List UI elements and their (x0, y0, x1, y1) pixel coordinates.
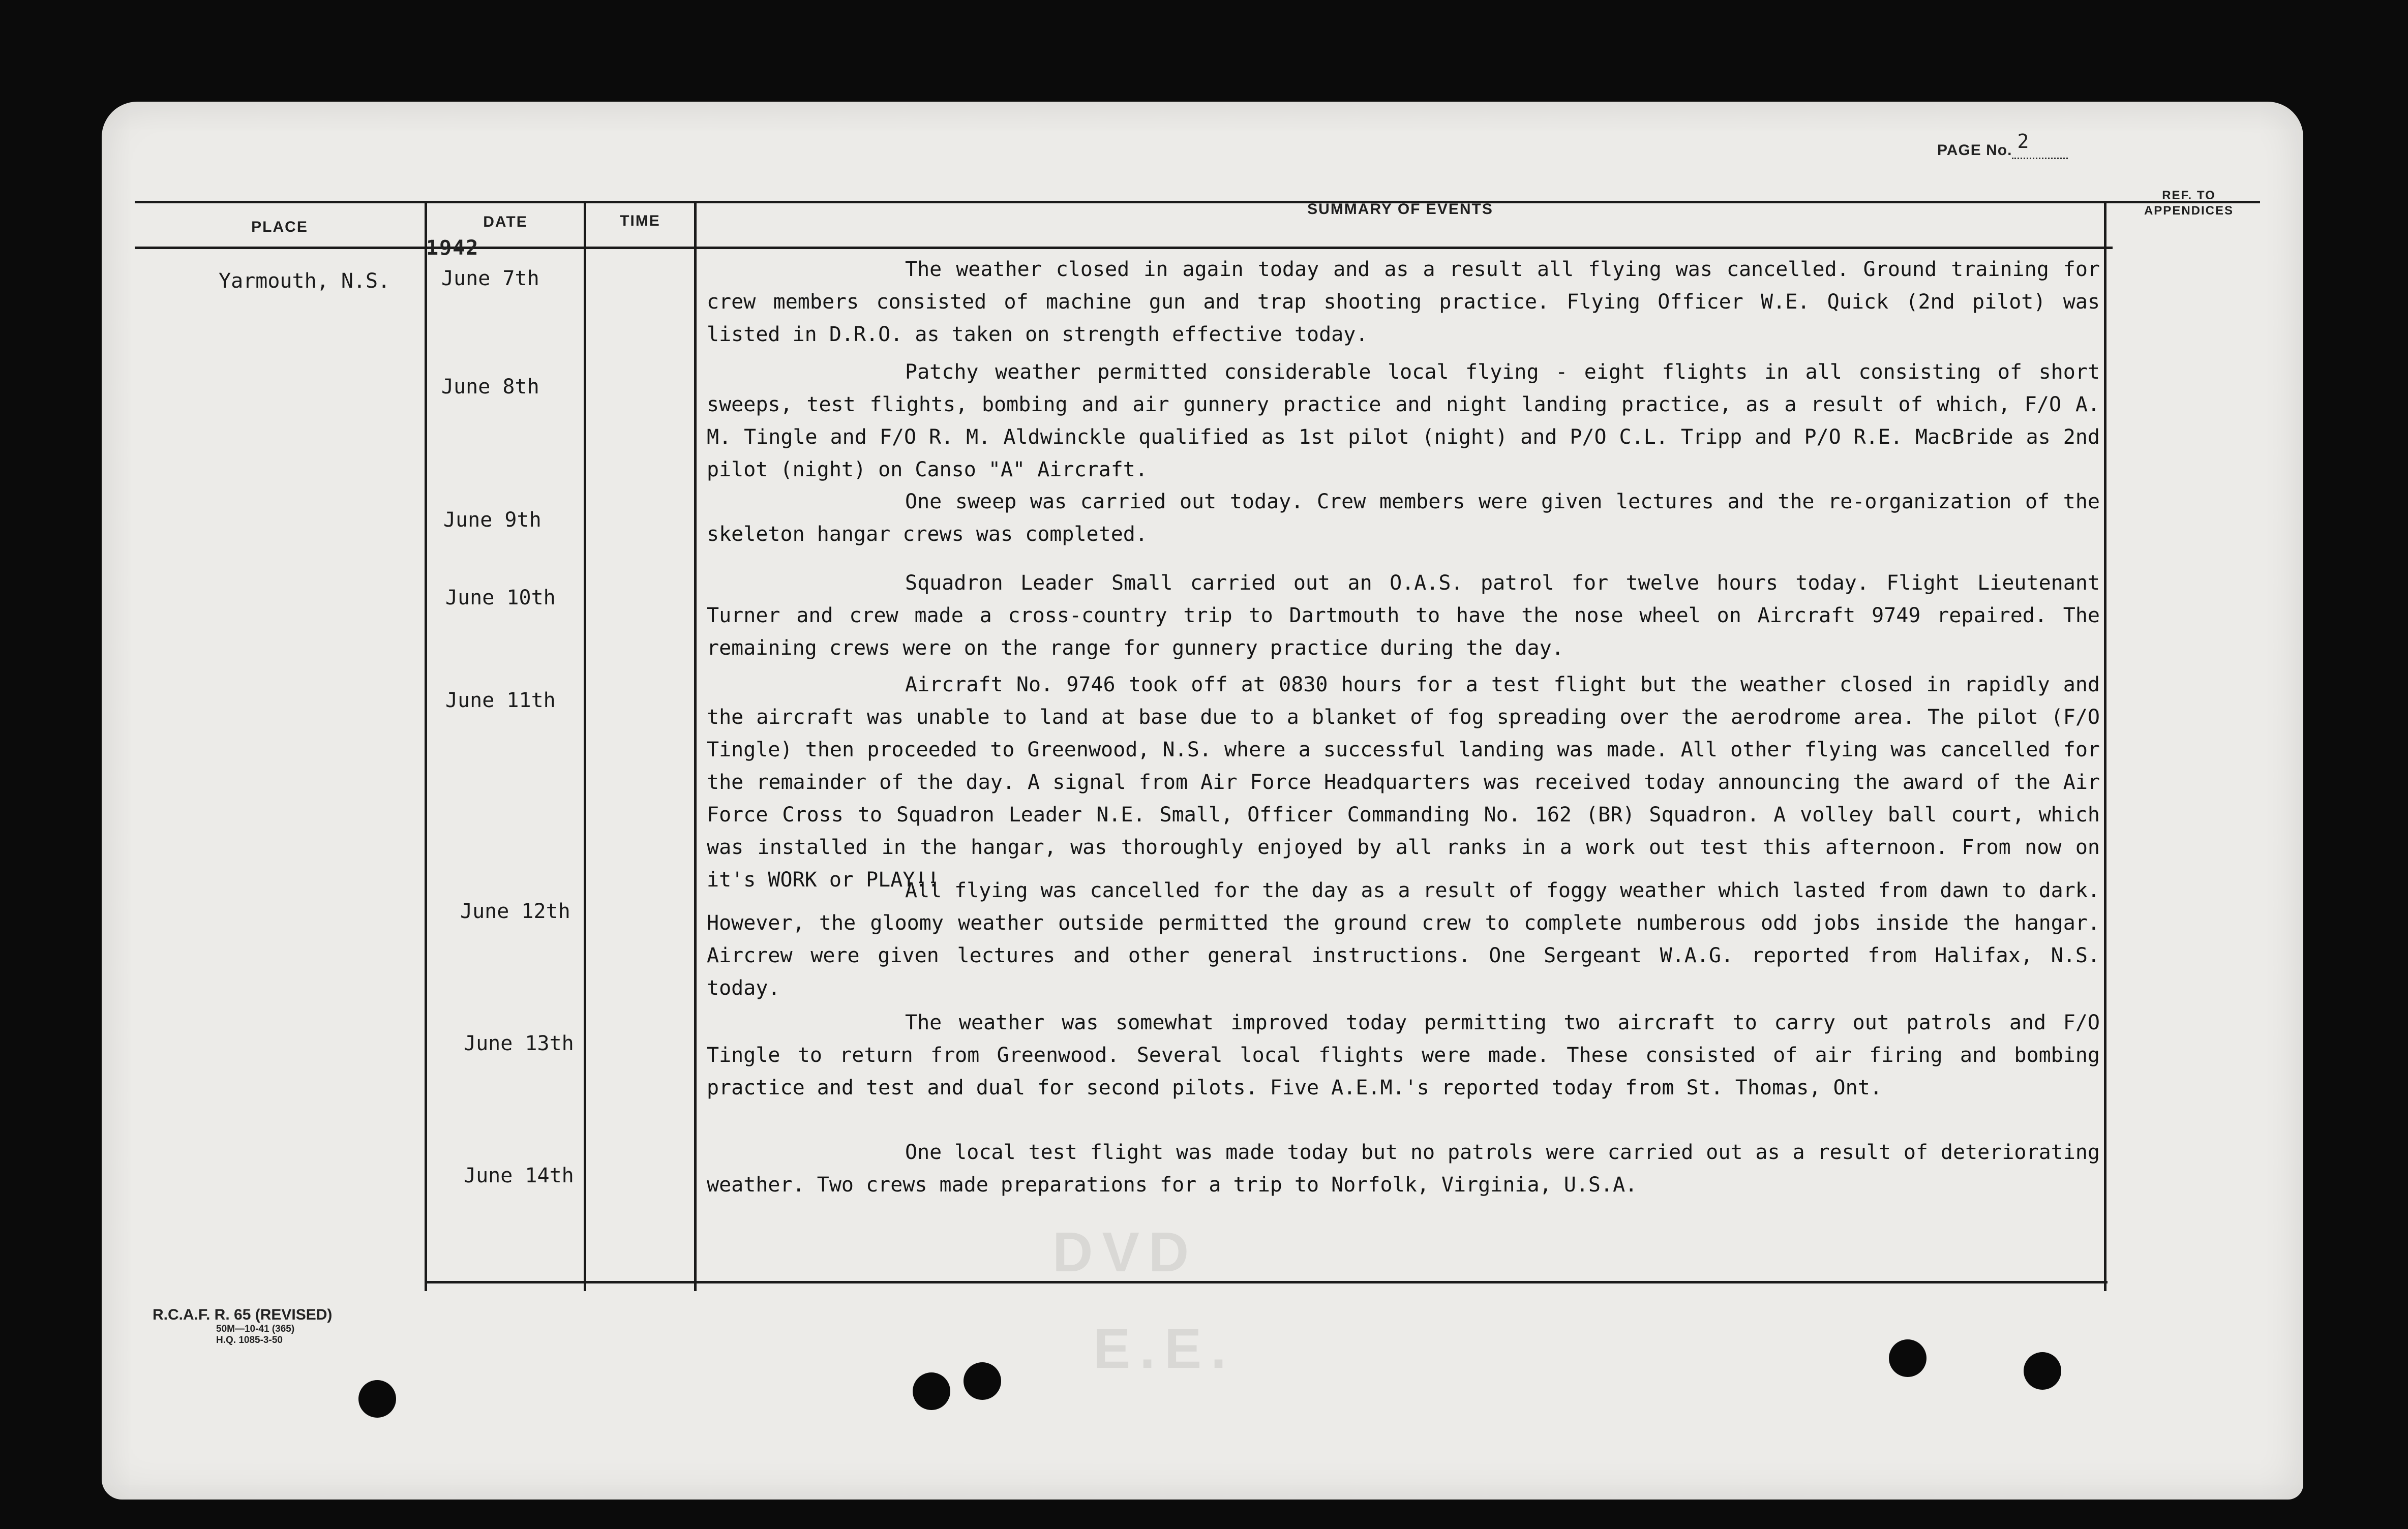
entry-june-11: Aircraft No. 9746 took off at 0830 hours for a test flight but the weather closed in rapidly and the aircraft was unable to land at base due to a blanket of fog spreading over the aerodrome area. The pilot (F/O Tingle) then proceeded to Greenwood, N.S. where a successful landing was made. All other flying was cancelled for the remainder of the day. A signal from Air Force Headquarters was received today announcing the award of the Air Force Cross to Squadron Leader N.E. Small, Officer Commanding No. 162 (BR) Squadron. A volley ball court, which was installed in the hangar, was thoroughly enjoyed by all ranks in a work out test this afternoon. From now on it's WORK or PLAY!! (707, 673, 2100, 892)
punch-hole (358, 1380, 396, 1418)
date-june-9: June 9th (443, 508, 541, 532)
form-reference-line-1: R.C.A.F. R. 65 (REVISED) (153, 1306, 333, 1323)
entry-june-7: The weather closed in again today and as a result all flying was cancelled. Ground training for crew members consisted of machine gun and trap shooting practice. Flying Officer W.E. Quick (2nd pilot) was listed in D.R.O. as taken on strength effective today. (707, 258, 2100, 346)
entry-june-14: One local test flight was made today but no patrols were carried out as a result of deteriorating weather. Two crews made preparations for a trip to Norfolk, Virginia, U.S.A. (707, 1141, 2100, 1197)
entry-june-9: One sweep was carried out today. Crew members were given lectures and the re-organization of the skeleton hangar crews was completed. (707, 490, 2100, 546)
place: Yarmouth, N.S. (219, 269, 390, 293)
form-reference-line-2: 50M—10-41 (365) (216, 1324, 295, 1334)
page-number (1937, 130, 2068, 161)
page-number-value: 2 (2017, 130, 2030, 152)
date-june-7: June 7th (441, 267, 539, 290)
date-june-10: June 10th (445, 586, 556, 609)
punch-hole (2024, 1352, 2061, 1390)
page-number-label: PAGE No. (1937, 142, 2012, 159)
punch-hole (964, 1362, 1001, 1400)
entry-june-8: Patchy weather permitted considerable local flying - eight flights in all consisting of short sweeps, test flights, bombing and air gunnery practice and night landing practice, as a result of which, F/O A. M. Tingle and F/O R. M. Aldwinckle qualified as 1st pilot (night) and P/O C.L. Tripp and P/O R.E. MacBride as 2nd pilot (night) on Canso "A" Aircraft. (707, 360, 2100, 481)
faint-stamp-bottom: E.E. (1093, 1318, 1236, 1380)
year: 1942 (426, 236, 479, 260)
entry-june-12: All flying was cancelled for the day as a result of foggy weather which lasted from dawn to dark. However, the gloomy weather outside permitted the ground crew to complete numberous odd jobs inside the hangar. Aircrew were given lectures and other general instructions. One Sergeant W.A.G. reported from Halifax, N.S. today. (707, 879, 2100, 1000)
header-place: PLACE (251, 219, 308, 235)
punch-hole (913, 1372, 950, 1410)
faint-stamp-top: DVD (1052, 1221, 1198, 1283)
date-june-11: June 11th (445, 689, 556, 712)
form-reference (153, 1306, 332, 1346)
header-date: DATE (483, 213, 528, 230)
date-june-12: June 12th (460, 900, 570, 923)
header-time: TIME (620, 212, 660, 229)
date-june-14: June 14th (464, 1164, 574, 1187)
column-divider-summary-ref (2104, 201, 2106, 1291)
column-divider-place-date (425, 201, 427, 1291)
header-ref: REF. TO APPENDICES (2144, 189, 2234, 218)
entry-june-13: The weather was somewhat improved today permitting two aircraft to carry out patrols and F/O Tingle to return from Greenwood. Several local flights were made. These consisted of air firing and bombing practice and test and dual for second pilots. Five A.E.M.'s reported today from St. Thomas, Ont. (707, 1011, 2100, 1099)
date-june-13: June 13th (464, 1032, 574, 1055)
punch-hole (1889, 1339, 1927, 1377)
page-number-line (2012, 130, 2068, 159)
header-summary: SUMMARY OF EVENTS (1307, 201, 1493, 218)
form-reference-line-3: H.Q. 1085-3-50 (216, 1335, 283, 1345)
date-june-8: June 8th (441, 375, 539, 399)
column-divider-time-summary (694, 201, 697, 1291)
entry-june-10: Squadron Leader Small carried out an O.A.S. patrol for twelve hours today. Flight Lieutenant Turner and crew made a cross-country trip to Dartmouth to have the nose wheel on Aircraft 9749 repaired. The remaining crews were on the range for gunnery practice during the day. (707, 571, 2100, 660)
table-bottom-rule (425, 1281, 2108, 1283)
column-divider-date-time (584, 201, 586, 1291)
